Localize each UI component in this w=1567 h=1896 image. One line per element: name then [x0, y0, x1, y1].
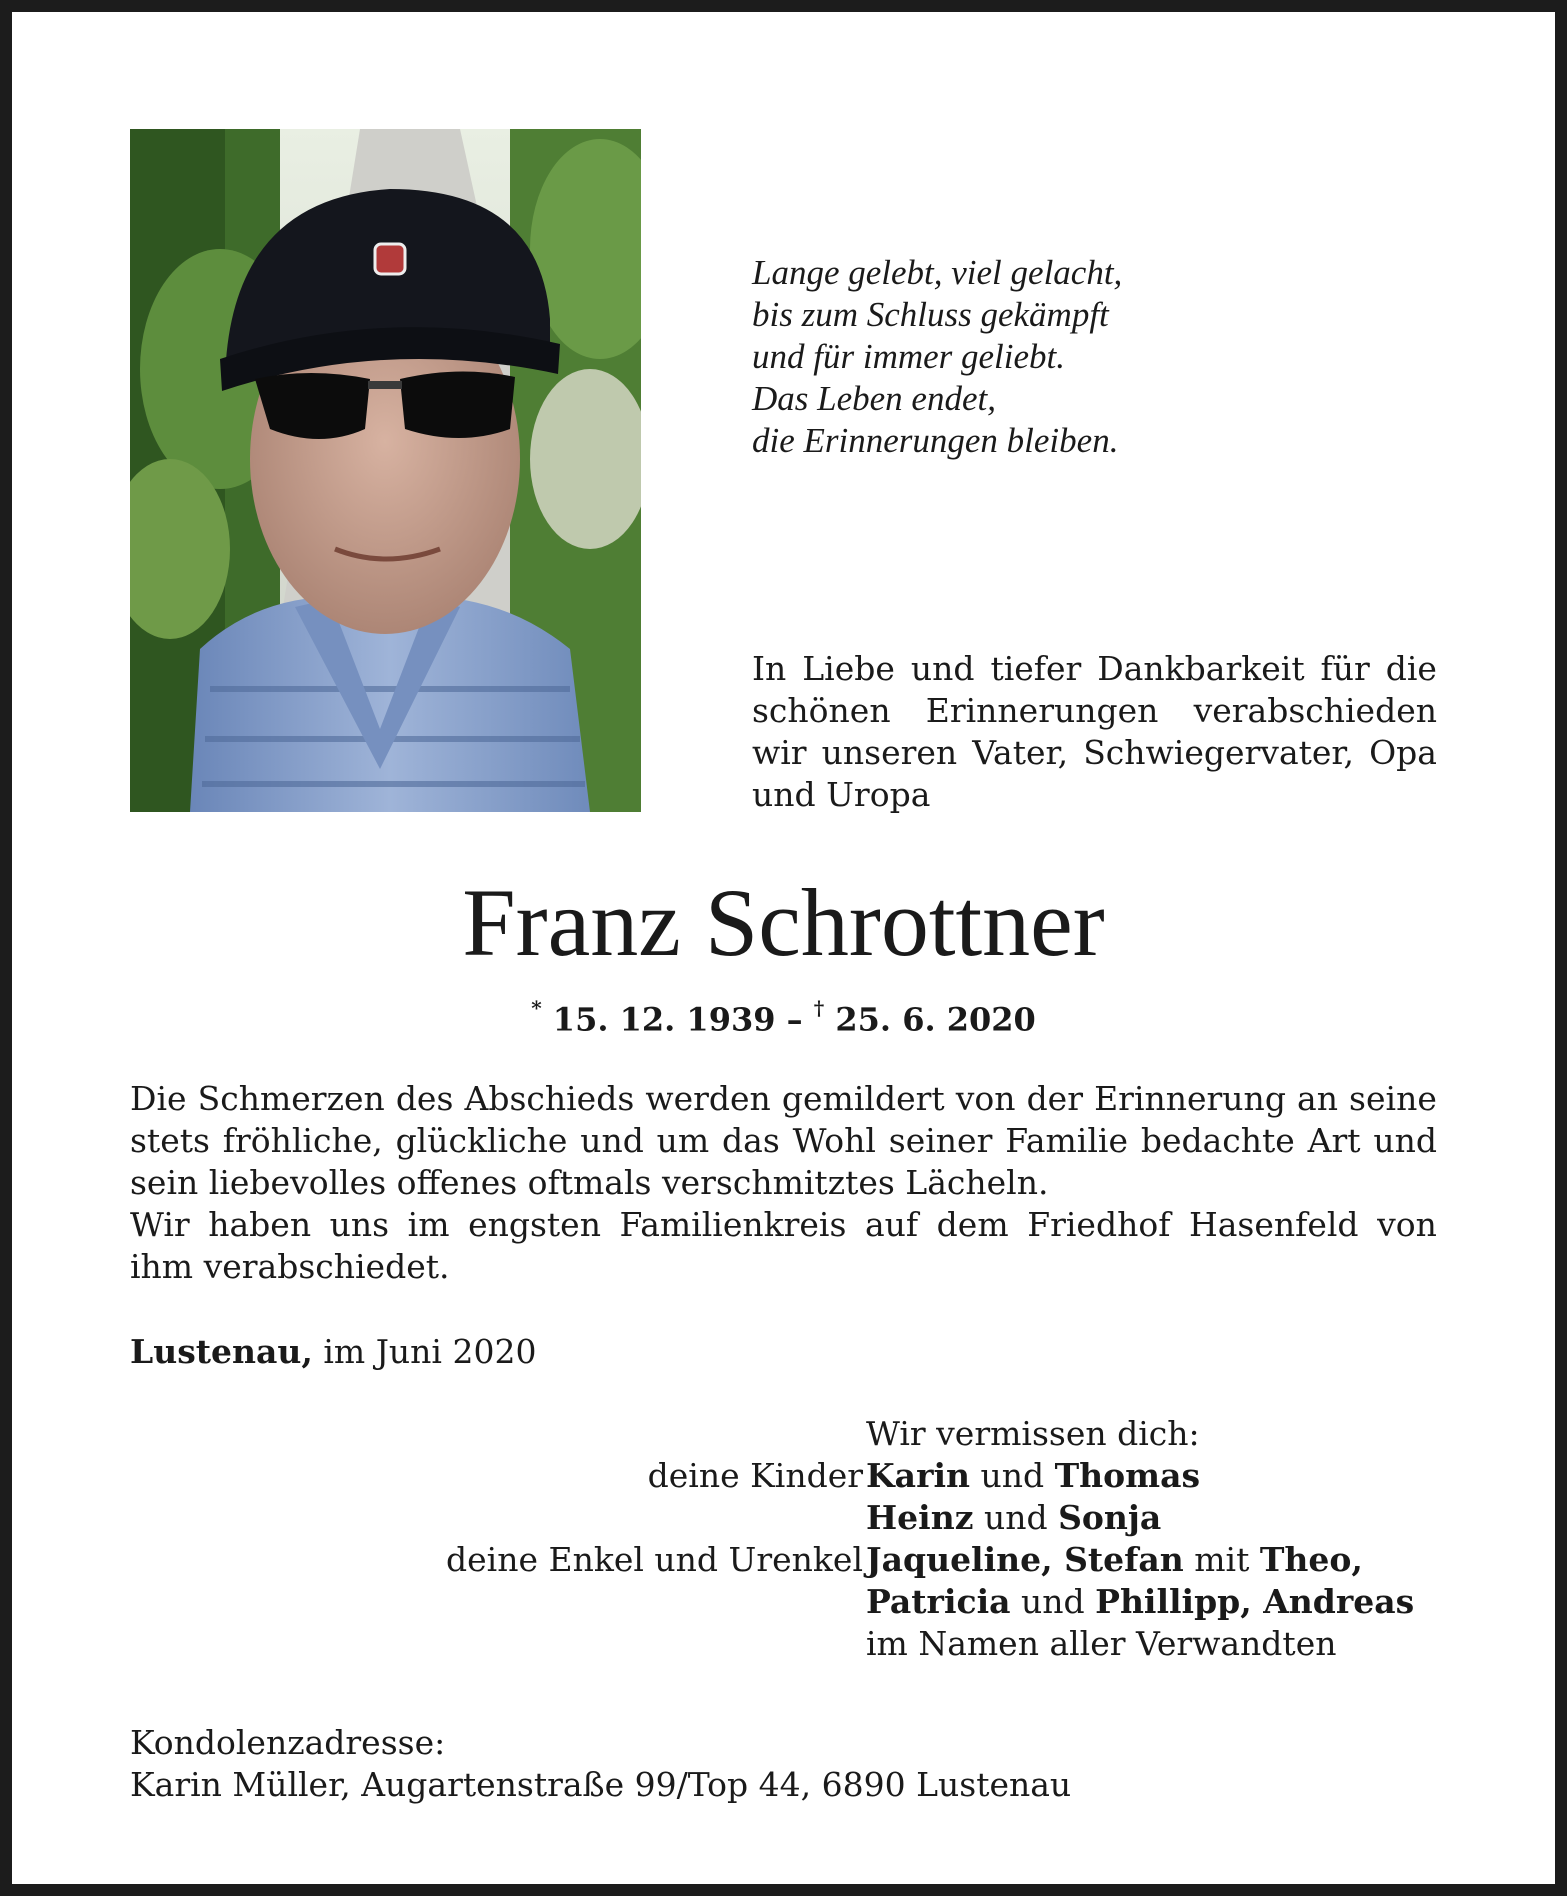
condolence-address: [130, 1722, 1071, 1806]
children-label: deine Kinder: [647, 1456, 863, 1495]
word: engsten: [468, 1205, 601, 1244]
word: Art: [1307, 1121, 1361, 1160]
word: dem: [936, 1205, 1009, 1244]
intro-paragraph: [752, 648, 1437, 816]
date-dash: –: [775, 1000, 814, 1039]
word: fröhliche,: [222, 1121, 383, 1160]
body-line: [130, 1078, 1437, 1120]
child-name: Sonja: [1058, 1498, 1162, 1537]
word: glückliche: [395, 1121, 568, 1160]
conjunction: mit: [1183, 1540, 1260, 1579]
word: unseren: [821, 733, 958, 772]
place-city: Lustenau,: [130, 1332, 313, 1371]
life-dates: [0, 990, 1567, 1042]
body-line: [130, 1120, 1437, 1162]
children-row: [0, 1497, 1567, 1539]
conjunction: und: [1010, 1582, 1096, 1621]
child-name: Thomas: [1054, 1456, 1201, 1495]
grandchild-name: Jaqueline, Stefan: [866, 1540, 1184, 1579]
word: Hasenfeld: [1188, 1205, 1359, 1244]
word: Schmerzen: [197, 1079, 385, 1118]
poem-line: Lange gelebt, viel gelacht,: [752, 253, 1123, 292]
word: Friedhof: [1027, 1205, 1171, 1244]
word: Wir: [130, 1205, 190, 1244]
word: Liebe: [802, 649, 895, 688]
condolence-label: Kondolenzadresse:: [130, 1723, 446, 1762]
word: im: [407, 1205, 450, 1244]
death-date: 25. 6. 2020: [835, 1000, 1036, 1039]
word: von: [1377, 1205, 1437, 1244]
grandchildren-names: [866, 1539, 1363, 1581]
grandchildren-label: deine Enkel und Urenkel: [446, 1540, 863, 1579]
child-name: Heinz: [866, 1498, 974, 1537]
word: um: [656, 1121, 710, 1160]
memorial-poem: [752, 252, 1312, 462]
closing-row: [0, 1623, 1567, 1665]
signers-closing: im Namen aller Verwandten: [866, 1624, 1337, 1663]
word: Familie: [1005, 1121, 1129, 1160]
intro-line: und Uropa: [752, 775, 931, 814]
grandchild-name: Patricia: [866, 1582, 1011, 1621]
word: auf: [864, 1205, 919, 1244]
word: und: [910, 649, 975, 688]
signers-heading: Wir vermissen dich:: [866, 1414, 1200, 1453]
poem-line: bis zum Schluss gekämpft: [752, 295, 1109, 334]
word: bedachte: [1140, 1121, 1295, 1160]
word: für: [1320, 649, 1370, 688]
word: schönen: [752, 691, 891, 730]
intro-line: [752, 648, 1437, 690]
word: seiner: [888, 1121, 993, 1160]
word: Erinnerung: [1094, 1079, 1286, 1118]
word: Opa: [1369, 733, 1437, 772]
word: stets: [130, 1121, 210, 1160]
signers-block: [0, 1413, 1567, 1665]
poem-line: und für immer geliebt.: [752, 337, 1066, 376]
birth-date: 15. 12. 1939: [552, 1000, 776, 1039]
death-symbol: †: [813, 996, 825, 1020]
word: Erinnerungen: [925, 691, 1159, 730]
signers-heading-row: [0, 1413, 1567, 1455]
child-name: Karin: [866, 1456, 970, 1495]
poem-line: die Erinnerungen bleiben.: [752, 421, 1119, 460]
word: uns: [329, 1205, 390, 1244]
word: von: [955, 1079, 1016, 1118]
grandchildren-row: [0, 1539, 1567, 1581]
place-month: im Juni 2020: [312, 1332, 537, 1371]
body-paragraph: [130, 1078, 1437, 1288]
word: Die: [130, 1079, 187, 1118]
word: In: [752, 649, 787, 688]
word: verabschieden: [1193, 691, 1437, 730]
word: wir: [752, 733, 807, 772]
children-names: [866, 1497, 1161, 1539]
condolence-text: Karin Müller, Augartenstraße 99/Top 44, 6890 Lustenau: [130, 1765, 1072, 1804]
conjunction: und: [969, 1456, 1055, 1495]
body-line: sein liebevolles offenes oftmals verschmitztes Lächeln.: [130, 1163, 1049, 1202]
word: seine: [1349, 1079, 1437, 1118]
word: des: [395, 1079, 454, 1118]
place-date: [130, 1331, 536, 1373]
body-line: [130, 1204, 1437, 1246]
grandchild-name: Theo,: [1259, 1540, 1363, 1579]
word: an: [1297, 1079, 1338, 1118]
word: und: [1373, 1121, 1437, 1160]
word: gemildert: [781, 1079, 945, 1118]
children-names: [866, 1455, 1200, 1497]
word: die: [1385, 649, 1437, 688]
word: das: [722, 1121, 780, 1160]
children-row: [0, 1455, 1567, 1497]
grandchildren-names: [866, 1581, 1414, 1623]
word: Vater,: [972, 733, 1069, 772]
word: Schwiegervater,: [1083, 733, 1355, 772]
word: Familienkreis: [619, 1205, 847, 1244]
grandchild-name: Phillipp, Andreas: [1095, 1582, 1415, 1621]
word: Wohl: [792, 1121, 876, 1160]
grandchildren-row: [0, 1581, 1567, 1623]
word: Abschieds: [464, 1079, 635, 1118]
portrait-photo: [130, 129, 641, 812]
birth-symbol: *: [531, 996, 542, 1020]
word: werden: [645, 1079, 771, 1118]
word: der: [1026, 1079, 1083, 1118]
word: tiefer: [990, 649, 1082, 688]
deceased-name: Franz Schrottner: [462, 869, 1105, 976]
body-line: ihm verabschiedet.: [130, 1247, 450, 1286]
poem-line: Das Leben endet,: [752, 379, 996, 418]
conjunction: und: [973, 1498, 1059, 1537]
intro-line: [752, 690, 1437, 732]
word: und: [580, 1121, 644, 1160]
word: haben: [208, 1205, 312, 1244]
intro-line: [752, 732, 1437, 774]
word: Dankbarkeit: [1097, 649, 1305, 688]
